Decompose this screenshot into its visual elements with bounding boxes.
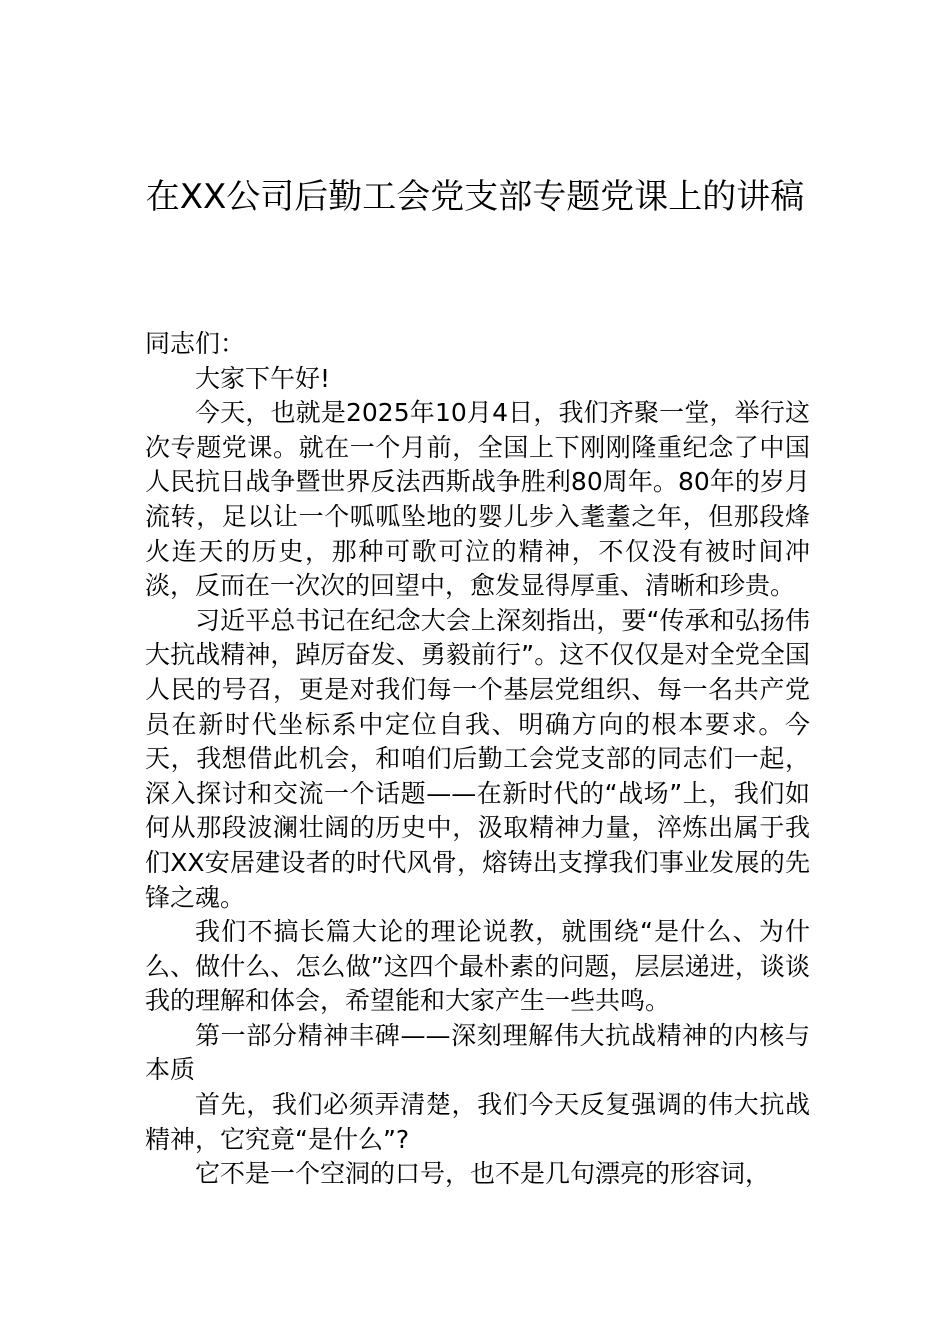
paragraph-answer: 它不是一个空洞的口号，也不是几句漂亮的形容词， <box>195 1159 771 1189</box>
document-title: 在XX公司后勤工会党支部专题党课上的讲稿 <box>145 177 805 217</box>
document-body <box>145 327 810 1192</box>
paragraph-greeting: 大家下午好! <box>195 363 331 393</box>
paragraph-question: 首先，我们必须弄清楚，我们今天反复强调的伟大抗战精神，它究竟“是什么”? <box>145 1090 810 1154</box>
section-heading-part-one: 第一部分精神丰碑——深刻理解伟大抗战精神的内核与本质 <box>145 1020 810 1085</box>
paragraph-quote: 习近平总书记在纪念大会上深刻指出，要“传承和弘扬伟大抗战精神，踔厉奋发、勇毅前行”。这不仅仅是对全党全国人民的号召，更是对我们每一个基层党组织、每一名共产党员在新时代坐标系中定位自我、明确方向的根本要求。今天，我想借此机会，和咱们后勤工会党支部的同志们一起，深入探讨和交流一个话题——在新时代的“战场”上，我们如何从那段波澜壮阔的历史中，汲取精神力量，淬炼出属于我们XX安居建设者的时代风骨，熔铸出支撑我们事业发展的先锋之魂。 <box>145 605 810 912</box>
paragraph-intro: 今天，也就是2025年10月4日，我们齐聚一堂，举行这次专题党课。就在一个月前，全国上下刚刚隆重纪念了中国人民抗日战争暨世界反法西斯战争胜利80周年。80年的岁月流转，足以让一个呱呱坠地的婴儿步入耄耋之年，但那段烽火连天的历史，那种可歌可泣的精神，不仅没有被时间冲淡，反而在一次次的回望中，愈发显得厚重、清晰和珍贵。 <box>145 398 810 601</box>
salutation: 同志们： <box>145 329 246 358</box>
paragraph-outline: 我们不搞长篇大论的理论说教，就围绕“是什么、为什么、做什么、怎么做”这四个最朴素的问题，层层递进，谈谈我的理解和体会，希望能和大家产生一些共鸣。 <box>145 917 810 1016</box>
